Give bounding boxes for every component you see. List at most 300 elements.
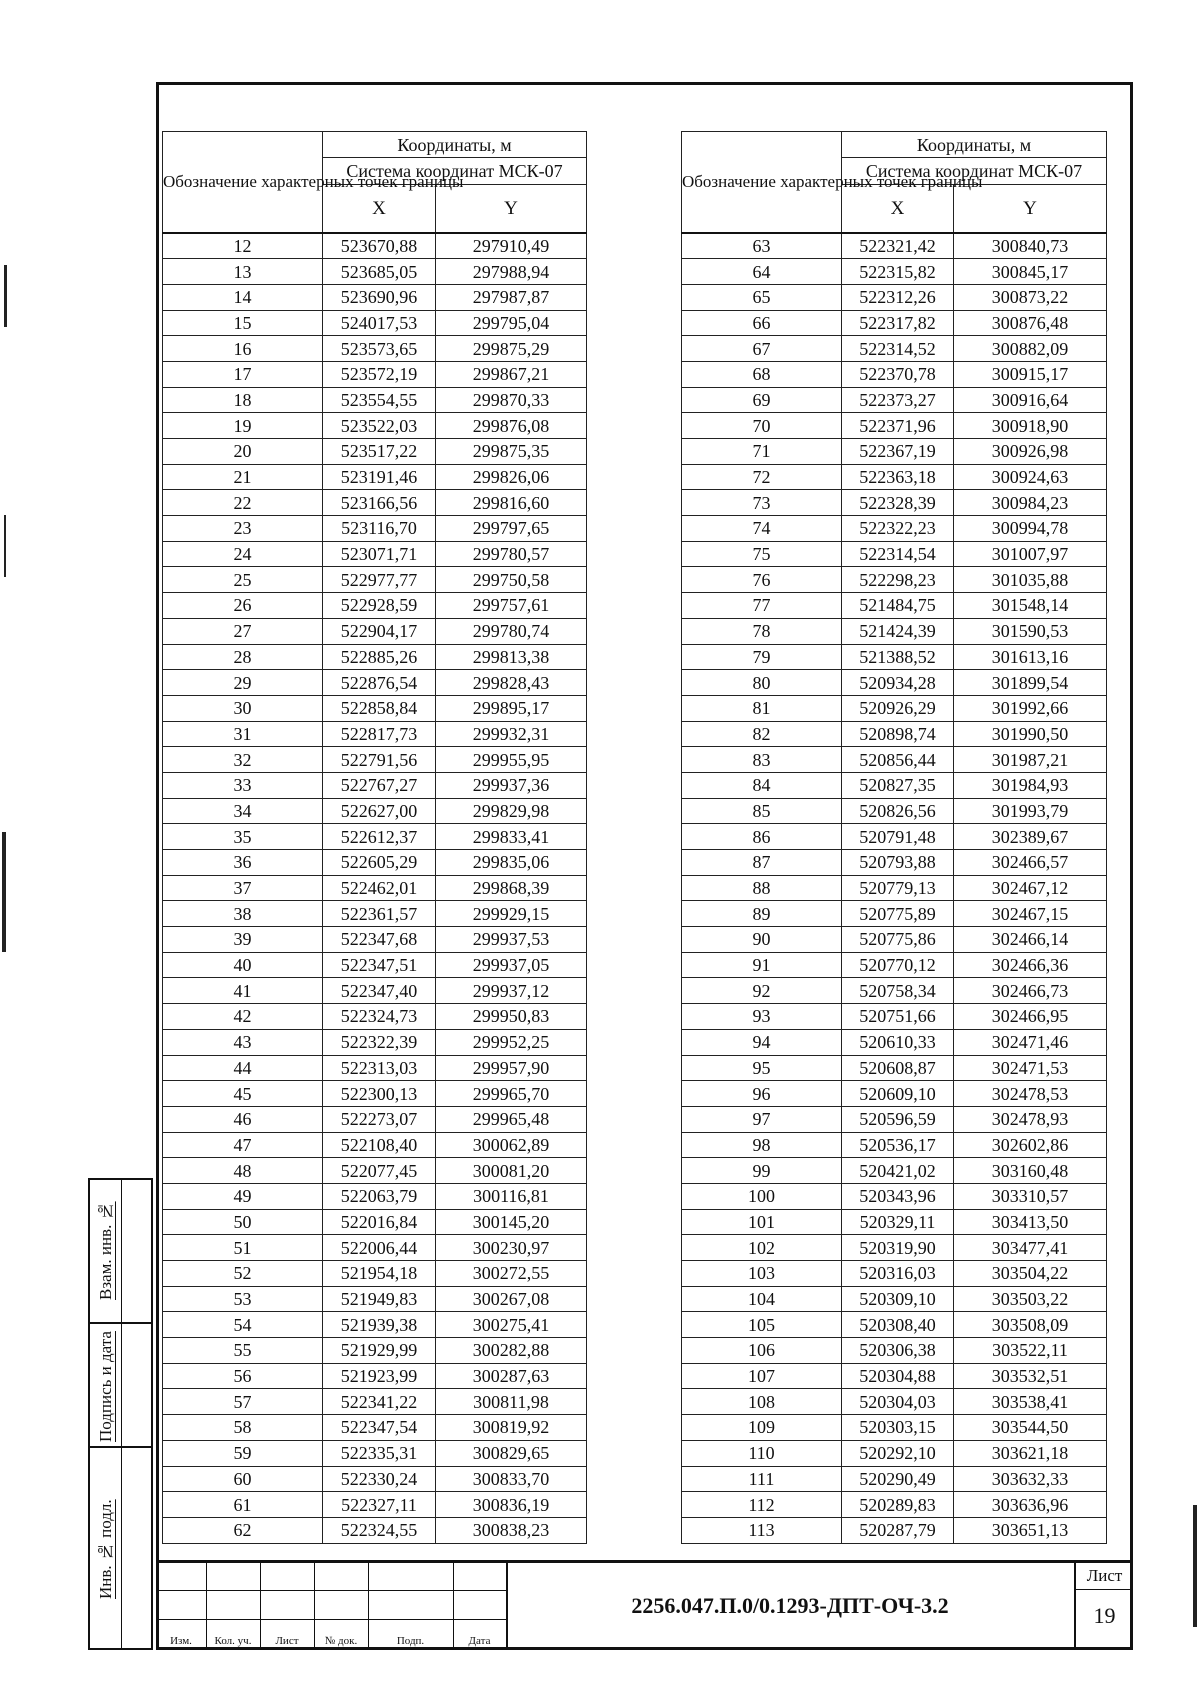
y-coordinate-cell: 299829,98 [436, 798, 587, 824]
point-number-cell: 72 [682, 464, 842, 490]
point-number-cell: 58 [163, 1415, 323, 1441]
point-number-cell: 45 [163, 1081, 323, 1107]
y-coordinate-cell: 299937,12 [436, 978, 587, 1004]
y-coordinate-cell: 301993,79 [954, 798, 1107, 824]
point-number-cell: 13 [163, 259, 323, 285]
y-coordinate-cell: 299937,05 [436, 952, 587, 978]
table-row [163, 772, 587, 798]
y-coordinate-cell: 299813,38 [436, 644, 587, 670]
x-coordinate-cell: 521939,38 [323, 1312, 436, 1338]
x-coordinate-cell: 523522,03 [323, 413, 436, 439]
point-number-cell: 48 [163, 1158, 323, 1184]
table-row [163, 516, 587, 542]
x-coordinate-cell: 522977,77 [323, 567, 436, 593]
x-coordinate-cell: 522108,40 [323, 1132, 436, 1158]
point-number-cell: 55 [163, 1338, 323, 1364]
point-number-cell: 17 [163, 361, 323, 387]
col-podp: Подп. [396, 1635, 425, 1647]
y-coordinate-cell: 300081,20 [436, 1158, 587, 1184]
point-number-cell: 32 [163, 747, 323, 773]
point-number-cell: 85 [682, 798, 842, 824]
document-code: 2256.047.П.0/0.1293-ДПТ-ОЧ-3.2 [631, 1593, 949, 1618]
x-coordinate-cell: 522876,54 [323, 670, 436, 696]
point-number-cell: 19 [163, 413, 323, 439]
x-coordinate-cell: 522791,56 [323, 747, 436, 773]
coordinates-header: Координаты, м [842, 132, 1107, 158]
point-number-cell: 50 [163, 1209, 323, 1235]
y-coordinate-cell: 301613,16 [954, 644, 1107, 670]
table-row [163, 1158, 587, 1184]
y-coordinate-cell: 302466,57 [954, 850, 1107, 876]
point-number-cell: 35 [163, 824, 323, 850]
point-number-cell: 111 [682, 1466, 842, 1492]
point-number-cell: 110 [682, 1440, 842, 1466]
x-coordinate-cell: 521923,99 [323, 1363, 436, 1389]
x-coordinate-cell: 522330,24 [323, 1466, 436, 1492]
y-coordinate-cell: 299867,21 [436, 361, 587, 387]
x-coordinate-cell: 520770,12 [842, 952, 954, 978]
x-coordinate-cell: 522324,73 [323, 1004, 436, 1030]
x-coordinate-cell: 521484,75 [842, 593, 954, 619]
table-row [682, 927, 1107, 953]
y-coordinate-cell: 300833,70 [436, 1466, 587, 1492]
x-coordinate-cell: 522347,54 [323, 1415, 436, 1441]
y-coordinate-cell: 300876,48 [954, 310, 1107, 336]
x-coordinate-cell: 522612,37 [323, 824, 436, 850]
y-coordinate-cell: 299833,41 [436, 824, 587, 850]
point-number-cell: 65 [682, 284, 842, 310]
y-coordinate-cell: 303632,33 [954, 1466, 1107, 1492]
point-number-cell: 16 [163, 336, 323, 362]
table-row [682, 593, 1107, 619]
table-row [682, 1338, 1107, 1364]
table-row [163, 670, 587, 696]
y-coordinate-cell: 303477,41 [954, 1235, 1107, 1261]
x-coordinate-cell: 520827,35 [842, 772, 954, 798]
point-number-cell: 91 [682, 952, 842, 978]
x-coordinate-cell: 520304,88 [842, 1363, 954, 1389]
y-coordinate-cell: 301990,50 [954, 721, 1107, 747]
point-number-cell: 99 [682, 1158, 842, 1184]
x-coordinate-cell: 520898,74 [842, 721, 954, 747]
point-number-cell: 39 [163, 927, 323, 953]
point-number-cell: 104 [682, 1286, 842, 1312]
y-coordinate-cell: 301992,66 [954, 695, 1107, 721]
y-coordinate-cell: 300915,17 [954, 361, 1107, 387]
point-number-cell: 86 [682, 824, 842, 850]
x-coordinate-cell: 523071,71 [323, 541, 436, 567]
table-row [682, 1492, 1107, 1518]
table-row [682, 850, 1107, 876]
y-coordinate-cell: 300282,88 [436, 1338, 587, 1364]
x-coordinate-cell: 520292,10 [842, 1440, 954, 1466]
system-header: Система координат МСК-07 [842, 158, 1107, 185]
x-coordinate-cell: 522312,26 [842, 284, 954, 310]
table-row [163, 490, 587, 516]
system-header: Система координат МСК-07 [323, 158, 587, 185]
y-coordinate-cell: 299826,06 [436, 464, 587, 490]
y-coordinate-cell: 299757,61 [436, 593, 587, 619]
table-row [682, 1466, 1107, 1492]
point-number-cell: 90 [682, 927, 842, 953]
x-coordinate-cell: 522858,84 [323, 695, 436, 721]
y-coordinate-cell: 303651,13 [954, 1517, 1107, 1543]
point-number-cell: 107 [682, 1363, 842, 1389]
vzam-inv-label: Взам. инв. № [96, 1201, 115, 1301]
table-row [682, 1106, 1107, 1132]
coordinates-table-left [162, 131, 587, 1544]
table-row [682, 875, 1107, 901]
x-coordinate-cell: 522341,22 [323, 1389, 436, 1415]
y-coordinate-cell: 303544,50 [954, 1415, 1107, 1441]
y-coordinate-cell: 302471,53 [954, 1055, 1107, 1081]
point-number-cell: 96 [682, 1081, 842, 1107]
x-coordinate-cell: 520826,56 [842, 798, 954, 824]
x-coordinate-cell: 520536,17 [842, 1132, 954, 1158]
y-coordinate-cell: 301984,93 [954, 772, 1107, 798]
point-number-cell: 41 [163, 978, 323, 1004]
side-strip-lower [88, 1448, 153, 1650]
table-row [163, 1363, 587, 1389]
point-number-cell: 26 [163, 593, 323, 619]
y-coordinate-cell: 301987,21 [954, 747, 1107, 773]
table-row [163, 464, 587, 490]
table-row [682, 439, 1107, 465]
point-number-cell: 36 [163, 850, 323, 876]
y-coordinate-cell: 303522,11 [954, 1338, 1107, 1364]
revision-grid [156, 1563, 506, 1650]
scan-mark [4, 265, 7, 327]
y-coordinate-cell: 301899,54 [954, 670, 1107, 696]
y-coordinate-cell: 300275,41 [436, 1312, 587, 1338]
table-row [163, 875, 587, 901]
point-number-cell: 25 [163, 567, 323, 593]
table-row [163, 439, 587, 465]
point-number-cell: 112 [682, 1492, 842, 1518]
point-number-cell: 38 [163, 901, 323, 927]
point-number-cell: 24 [163, 541, 323, 567]
table-row [163, 1440, 587, 1466]
y-coordinate-cell: 303413,50 [954, 1209, 1107, 1235]
y-coordinate-cell: 299937,36 [436, 772, 587, 798]
point-number-cell: 14 [163, 284, 323, 310]
y-coordinate-cell: 300811,98 [436, 1389, 587, 1415]
point-number-cell: 77 [682, 593, 842, 619]
table-row [682, 1132, 1107, 1158]
point-number-cell: 47 [163, 1132, 323, 1158]
title-block [156, 1560, 1133, 1650]
table-row [682, 1183, 1107, 1209]
point-number-cell: 92 [682, 978, 842, 1004]
x-header: X [323, 185, 436, 233]
point-number-cell: 66 [682, 310, 842, 336]
y-coordinate-cell: 299965,70 [436, 1081, 587, 1107]
x-coordinate-cell: 523670,88 [323, 233, 436, 259]
point-number-cell: 22 [163, 490, 323, 516]
y-coordinate-cell: 303538,41 [954, 1389, 1107, 1415]
y-coordinate-cell: 299870,33 [436, 387, 587, 413]
x-coordinate-cell: 520793,88 [842, 850, 954, 876]
x-coordinate-cell: 520775,89 [842, 901, 954, 927]
x-coordinate-cell: 520608,87 [842, 1055, 954, 1081]
point-number-cell: 23 [163, 516, 323, 542]
y-coordinate-cell: 299797,65 [436, 516, 587, 542]
y-coordinate-cell: 300873,22 [954, 284, 1107, 310]
sheet-number: 19 [1093, 1603, 1116, 1628]
y-coordinate-cell: 300916,64 [954, 387, 1107, 413]
table-row [163, 824, 587, 850]
y-coordinate-cell: 299875,29 [436, 336, 587, 362]
x-coordinate-cell: 523690,96 [323, 284, 436, 310]
y-coordinate-cell: 302467,12 [954, 875, 1107, 901]
table-row [163, 541, 587, 567]
y-coordinate-cell: 300819,92 [436, 1415, 587, 1441]
x-coordinate-cell: 520303,15 [842, 1415, 954, 1441]
table-row [682, 310, 1107, 336]
y-coordinate-cell: 300116,81 [436, 1183, 587, 1209]
x-coordinate-cell: 520289,83 [842, 1492, 954, 1518]
table-row [682, 772, 1107, 798]
y-coordinate-cell: 300926,98 [954, 439, 1107, 465]
point-number-cell: 61 [163, 1492, 323, 1518]
point-number-cell: 83 [682, 747, 842, 773]
table-row [163, 1312, 587, 1338]
table-row [163, 1235, 587, 1261]
x-coordinate-cell: 520758,34 [842, 978, 954, 1004]
y-coordinate-cell: 299950,83 [436, 1004, 587, 1030]
y-coordinate-cell: 300845,17 [954, 259, 1107, 285]
point-number-cell: 31 [163, 721, 323, 747]
y-coordinate-cell: 300272,55 [436, 1261, 587, 1287]
x-coordinate-cell: 522313,03 [323, 1055, 436, 1081]
x-coordinate-cell: 522462,01 [323, 875, 436, 901]
table-row [163, 336, 587, 362]
y-coordinate-cell: 300918,90 [954, 413, 1107, 439]
x-coordinate-cell: 521929,99 [323, 1338, 436, 1364]
y-coordinate-cell: 297987,87 [436, 284, 587, 310]
y-coordinate-cell: 299875,35 [436, 439, 587, 465]
table-row [682, 1055, 1107, 1081]
x-coordinate-cell: 520319,90 [842, 1235, 954, 1261]
y-coordinate-cell: 300838,23 [436, 1517, 587, 1543]
table-row [682, 1209, 1107, 1235]
point-number-cell: 106 [682, 1338, 842, 1364]
point-number-cell: 30 [163, 695, 323, 721]
y-coordinate-cell: 299828,43 [436, 670, 587, 696]
y-coordinate-cell: 300829,65 [436, 1440, 587, 1466]
y-coordinate-cell: 300836,19 [436, 1492, 587, 1518]
y-coordinate-cell: 299780,57 [436, 541, 587, 567]
x-coordinate-cell: 520421,02 [842, 1158, 954, 1184]
designation-header: Обозначение характерных точек границы [682, 132, 842, 233]
y-coordinate-cell: 300840,73 [954, 233, 1107, 259]
point-number-cell: 40 [163, 952, 323, 978]
x-coordinate-cell: 522077,45 [323, 1158, 436, 1184]
scan-mark [2, 832, 6, 952]
y-header: Y [954, 185, 1107, 233]
point-number-cell: 29 [163, 670, 323, 696]
y-coordinate-cell: 301035,88 [954, 567, 1107, 593]
x-coordinate-cell: 520308,40 [842, 1312, 954, 1338]
designation-header: Обозначение характерных точек границы [163, 132, 323, 233]
x-coordinate-cell: 523116,70 [323, 516, 436, 542]
y-coordinate-cell: 299876,08 [436, 413, 587, 439]
point-number-cell: 79 [682, 644, 842, 670]
point-number-cell: 89 [682, 901, 842, 927]
y-coordinate-cell: 299955,95 [436, 747, 587, 773]
coordinates-header: Координаты, м [323, 132, 587, 158]
x-coordinate-cell: 520309,10 [842, 1286, 954, 1312]
table-row [682, 824, 1107, 850]
table-row [163, 387, 587, 413]
x-coordinate-cell: 523166,56 [323, 490, 436, 516]
x-coordinate-cell: 522322,39 [323, 1029, 436, 1055]
table-row [163, 1055, 587, 1081]
table-row [163, 233, 587, 259]
x-coordinate-cell: 520926,29 [842, 695, 954, 721]
point-number-cell: 46 [163, 1106, 323, 1132]
table-row [682, 695, 1107, 721]
x-coordinate-cell: 522361,57 [323, 901, 436, 927]
x-coordinate-cell: 520775,86 [842, 927, 954, 953]
table-row [163, 850, 587, 876]
x-coordinate-cell: 522373,27 [842, 387, 954, 413]
y-coordinate-cell: 302478,53 [954, 1081, 1107, 1107]
y-coordinate-cell: 300230,97 [436, 1235, 587, 1261]
x-coordinate-cell: 520306,38 [842, 1338, 954, 1364]
y-coordinate-cell: 301548,14 [954, 593, 1107, 619]
y-coordinate-cell: 299795,04 [436, 310, 587, 336]
x-coordinate-cell: 522315,82 [842, 259, 954, 285]
y-coordinate-cell: 302478,93 [954, 1106, 1107, 1132]
table-row [163, 1389, 587, 1415]
table-row [682, 1286, 1107, 1312]
table-row [682, 618, 1107, 644]
y-coordinate-cell: 301007,97 [954, 541, 1107, 567]
x-coordinate-cell: 522006,44 [323, 1235, 436, 1261]
table-row [163, 978, 587, 1004]
table-row [682, 413, 1107, 439]
col-list: Лист [275, 1635, 299, 1647]
point-number-cell: 108 [682, 1389, 842, 1415]
point-number-cell: 68 [682, 361, 842, 387]
point-number-cell: 57 [163, 1389, 323, 1415]
table-row [163, 1261, 587, 1287]
col-data: Дата [468, 1635, 491, 1647]
x-coordinate-cell: 520304,03 [842, 1389, 954, 1415]
point-number-cell: 54 [163, 1312, 323, 1338]
x-coordinate-cell: 522371,96 [842, 413, 954, 439]
x-coordinate-cell: 523517,22 [323, 439, 436, 465]
table-row [163, 1081, 587, 1107]
point-number-cell: 82 [682, 721, 842, 747]
x-coordinate-cell: 522335,31 [323, 1440, 436, 1466]
y-coordinate-cell: 303621,18 [954, 1440, 1107, 1466]
scan-mark [4, 515, 6, 577]
point-number-cell: 62 [163, 1517, 323, 1543]
table-row [682, 361, 1107, 387]
table-row [682, 567, 1107, 593]
table-body-right [682, 233, 1107, 1544]
x-coordinate-cell: 522016,84 [323, 1209, 436, 1235]
point-number-cell: 43 [163, 1029, 323, 1055]
x-coordinate-cell: 520934,28 [842, 670, 954, 696]
point-number-cell: 95 [682, 1055, 842, 1081]
y-coordinate-cell: 300984,23 [954, 490, 1107, 516]
sheet-label: Лист [1086, 1566, 1123, 1585]
y-coordinate-cell: 300145,20 [436, 1209, 587, 1235]
table-row [682, 1415, 1107, 1441]
x-coordinate-cell: 521954,18 [323, 1261, 436, 1287]
point-number-cell: 102 [682, 1235, 842, 1261]
x-coordinate-cell: 522317,82 [842, 310, 954, 336]
y-coordinate-cell: 300267,08 [436, 1286, 587, 1312]
y-coordinate-cell: 303160,48 [954, 1158, 1107, 1184]
y-coordinate-cell: 299929,15 [436, 901, 587, 927]
table-row [682, 541, 1107, 567]
x-coordinate-cell: 522904,17 [323, 618, 436, 644]
sheet-box [1074, 1563, 1133, 1650]
y-coordinate-cell: 297988,94 [436, 259, 587, 285]
table-row [163, 413, 587, 439]
table-row [682, 1029, 1107, 1055]
x-coordinate-cell: 522063,79 [323, 1183, 436, 1209]
y-coordinate-cell: 299816,60 [436, 490, 587, 516]
table-row [682, 901, 1107, 927]
table-row [163, 593, 587, 619]
x-coordinate-cell: 522817,73 [323, 721, 436, 747]
scan-mark [1193, 1505, 1197, 1627]
x-coordinate-cell: 522605,29 [323, 850, 436, 876]
x-coordinate-cell: 523685,05 [323, 259, 436, 285]
point-number-cell: 20 [163, 439, 323, 465]
point-number-cell: 81 [682, 695, 842, 721]
table-row [682, 464, 1107, 490]
table-row [682, 1517, 1107, 1543]
point-number-cell: 63 [682, 233, 842, 259]
x-coordinate-cell: 522300,13 [323, 1081, 436, 1107]
point-number-cell: 101 [682, 1209, 842, 1235]
x-coordinate-cell: 522370,78 [842, 361, 954, 387]
point-number-cell: 87 [682, 850, 842, 876]
x-coordinate-cell: 520343,96 [842, 1183, 954, 1209]
y-coordinate-cell: 299835,06 [436, 850, 587, 876]
table-row [682, 1004, 1107, 1030]
table-row [163, 1132, 587, 1158]
point-number-cell: 59 [163, 1440, 323, 1466]
table-row [682, 1261, 1107, 1287]
y-coordinate-cell: 303508,09 [954, 1312, 1107, 1338]
point-number-cell: 15 [163, 310, 323, 336]
y-coordinate-cell: 299937,53 [436, 927, 587, 953]
x-coordinate-cell: 522627,00 [323, 798, 436, 824]
table-row [163, 1492, 587, 1518]
point-number-cell: 76 [682, 567, 842, 593]
x-coordinate-cell: 520751,66 [842, 1004, 954, 1030]
table-row [682, 1158, 1107, 1184]
x-coordinate-cell: 522314,54 [842, 541, 954, 567]
table-row [682, 952, 1107, 978]
coordinates-table-right [681, 131, 1107, 1544]
table-row [682, 1440, 1107, 1466]
point-number-cell: 71 [682, 439, 842, 465]
table-row [682, 1081, 1107, 1107]
y-coordinate-cell: 300994,78 [954, 516, 1107, 542]
x-coordinate-cell: 522347,40 [323, 978, 436, 1004]
table-row [163, 644, 587, 670]
y-coordinate-cell: 301590,53 [954, 618, 1107, 644]
table-row [163, 1286, 587, 1312]
